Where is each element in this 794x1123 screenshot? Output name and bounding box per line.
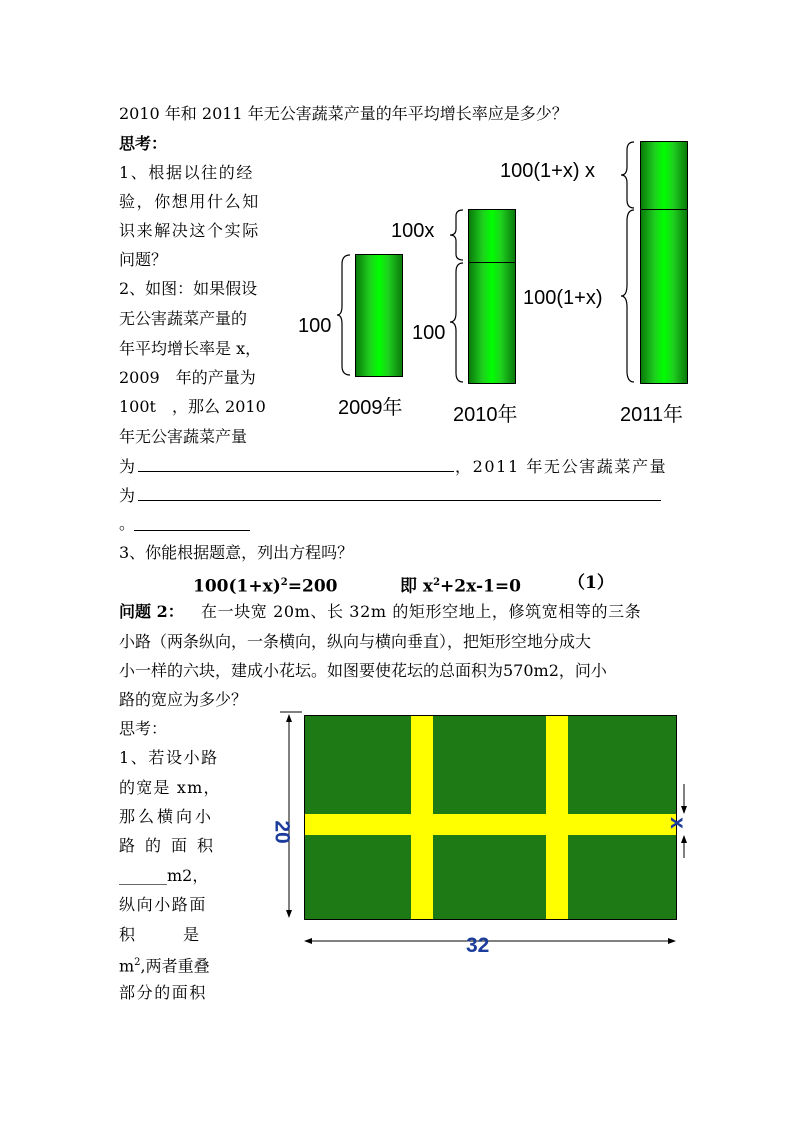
fill-line-3-prefix: 。 xyxy=(119,514,136,533)
think2-line-8: $m^2$,两者重叠 xyxy=(119,956,210,976)
road-width-label: x xyxy=(665,817,689,829)
think2-line-3: 那么横向小 xyxy=(119,807,215,826)
length-dimension xyxy=(302,930,678,954)
width-dimension xyxy=(276,710,306,924)
think-2-line-1: 2、如图：如果假设 xyxy=(119,279,258,298)
think2-line-2: 的宽是 xm， xyxy=(119,778,221,797)
think-2-line-4: 2009 年的产量为 xyxy=(119,368,256,387)
answer-blank-2011[interactable] xyxy=(138,500,661,501)
think-1-line-3: 识来解决这个实际 xyxy=(119,221,260,240)
think2-line-10: 部分的面积 xyxy=(119,983,208,1002)
label-year-2010: 2010年 xyxy=(453,404,518,426)
think2-heading: 思考： xyxy=(119,719,168,738)
think2-line-4: 路的面积 xyxy=(119,836,224,855)
bar-2011-increase xyxy=(640,141,688,210)
brace-2010-base xyxy=(449,262,465,383)
bar-2011-base xyxy=(640,209,688,384)
problem2-label: 问题 2： xyxy=(119,602,184,621)
equation-number: （1） xyxy=(568,573,614,593)
think-1-line-4: 问题？ xyxy=(119,250,168,269)
brace-2011-increase xyxy=(620,141,636,209)
equation-left: $100(1+x)^2=200$ xyxy=(193,576,338,597)
label-2009-base: 100 xyxy=(298,315,332,337)
label-2010-base: 100 xyxy=(412,322,446,344)
fill-line-1-suffix: ，2011 年无公害蔬菜产量 xyxy=(455,457,668,476)
label-2011-base: 100(1+x) xyxy=(523,287,603,309)
brace-2009-base xyxy=(336,254,352,376)
brace-2011-base xyxy=(620,209,636,383)
label-year-2009: 2009年 xyxy=(338,397,403,419)
think-1-line-2: 验，你想用什么知 xyxy=(119,192,260,211)
problem2-line-2: 小路（两条纵向，一条横向，纵向与横向垂直），把矩形空地分成大 xyxy=(119,632,592,651)
horizontal-road xyxy=(305,814,676,835)
think2-line-6: 纵向小路面 xyxy=(119,895,208,914)
length-label: 32 xyxy=(466,934,490,957)
bar-2010-base xyxy=(468,262,516,384)
think2-line-1: 1、若设小路 xyxy=(119,748,219,767)
think-1-line-1: 1、根据以往的经 xyxy=(119,163,254,182)
problem2-line-4: 路的宽应为多少？ xyxy=(119,690,248,709)
label-2011-increase: 100(1+x) x xyxy=(500,160,596,182)
fill-line-2-prefix: 为 xyxy=(119,486,136,505)
think2-line-7: 积 是 xyxy=(119,925,200,944)
question-intro: 2010 年和 2011 年无公害蔬菜产量的年平均增长率应是多少？ xyxy=(119,104,568,123)
width-label: 20 xyxy=(270,820,294,844)
problem2-line-3: 小一样的六块，建成小花坛。如图要使花坛的总面积为570m2，问小 xyxy=(119,661,607,680)
label-2010-increase: 100x xyxy=(391,220,435,242)
equation-simplified: 即 $x^2+2x-1=0$ xyxy=(400,576,521,597)
think-2-line-3: 年平均增长率是 x， xyxy=(119,339,262,358)
think-heading: 思考： xyxy=(119,134,168,153)
fill-line-1-prefix: 为 xyxy=(119,457,136,476)
think-2-line-5: 100t ，那么 2010 xyxy=(119,397,266,416)
think-3: 3、你能根据题意，列出方程吗？ xyxy=(119,543,354,562)
bar-2009-base xyxy=(355,254,403,377)
brace-2010-increase xyxy=(449,209,465,261)
label-year-2011: 2011年 xyxy=(620,404,684,426)
think2-line-5: ______m2， xyxy=(119,866,209,885)
answer-blank-2010[interactable] xyxy=(138,471,454,472)
answer-blank-end[interactable] xyxy=(134,530,250,531)
think-2-line-2: 无公害蔬菜产量的 xyxy=(119,309,248,328)
think-2-line-6: 年无公害蔬菜产量 xyxy=(119,427,248,446)
problem2-line-1: 在一块宽 20m、长 32m 的矩形空地上，修筑宽相等的三条 xyxy=(201,602,642,621)
bar-2010-increase xyxy=(468,209,516,263)
